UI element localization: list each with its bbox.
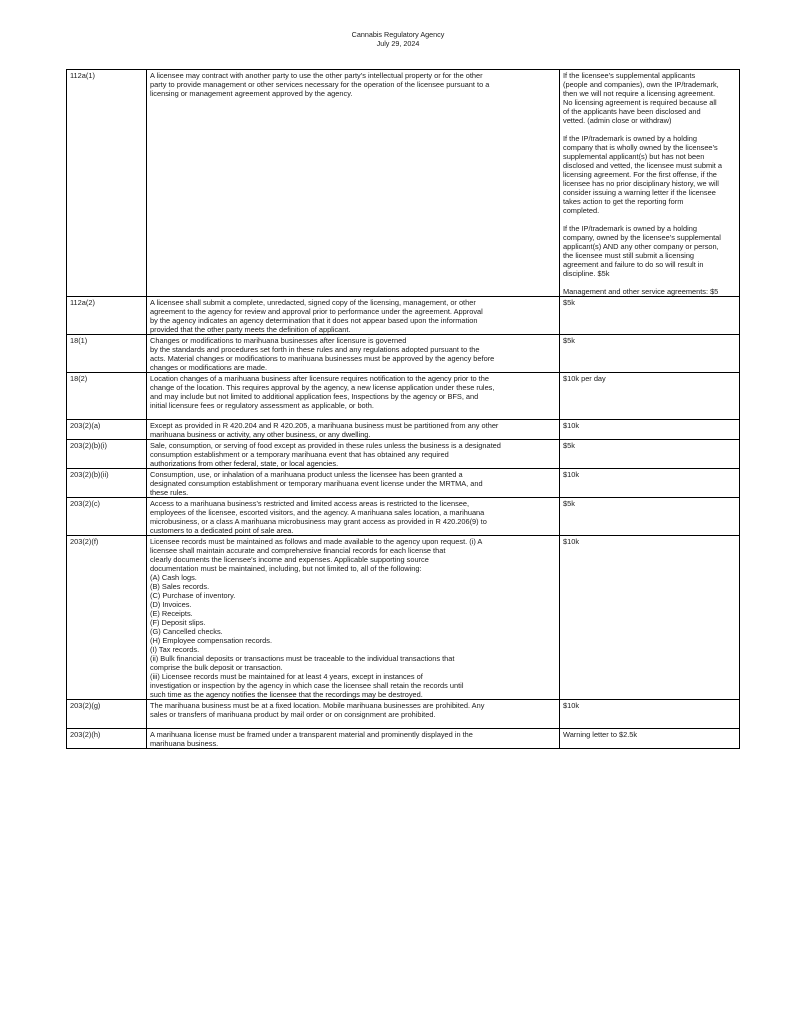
table-row (67, 70, 740, 297)
penalty-text-line: takes action to get the reporting form (563, 197, 684, 206)
agency-name: Cannabis Regulatory Agency (351, 30, 445, 39)
rule-number-cell (67, 335, 147, 373)
penalty-text-line (563, 215, 737, 224)
rule-text-cell (147, 700, 560, 729)
penalty-cell (560, 420, 740, 440)
rule-text-cell (147, 335, 560, 373)
rule-text-line: sales or transfers of marihuana product by mail order or on consignment are prohibited. (150, 710, 436, 719)
rule-number-cell (67, 70, 147, 297)
penalty-text-line: consider issuing a warning letter if the licensee (563, 188, 716, 197)
rule-number-cell (67, 536, 147, 700)
penalty-cell (560, 498, 740, 536)
rule-text-cell (147, 440, 560, 469)
rule-text-line: these rules. (150, 488, 189, 497)
penalty-text-line: No licensing agreement is required because all (563, 98, 717, 107)
penalty-cell (560, 536, 740, 700)
penalty-text-line: supplemental applicant(s) but has not been (563, 152, 705, 161)
rule-text-cell (147, 420, 560, 440)
penalty-cell (560, 469, 740, 498)
rule-number: 203(2)(f) (70, 537, 99, 546)
rule-text-line: A licensee shall submit a complete, unredacted, signed copy of the licensing, management, or other (150, 298, 476, 307)
rule-number: 203(2)(g) (70, 701, 101, 710)
rule-text-line: clearly documents the licensee’s income and expenses. Applicable supporting source (150, 555, 429, 564)
rule-text-line: A licensee may contract with another party to use the other party’s intellectual property or for the other (150, 71, 483, 80)
rule-text-line: acts. Material changes or modifications to marihuana businesses must be approved by the agency before (150, 354, 495, 363)
penalty-text-line: $10k (563, 537, 580, 546)
penalty-text-line: (people and companies), own the IP/trademark, (563, 80, 719, 89)
penalty-text-line: then we will not require a licensing agreement. (563, 89, 716, 98)
rule-text-line: changes or modifications are made. (150, 363, 268, 372)
rule-text-cell (147, 373, 560, 420)
rule-text-line: (C) Purchase of inventory. (150, 591, 236, 600)
rule-number: 112a(2) (70, 298, 95, 307)
penalty-text-line: $10k (563, 421, 580, 430)
rule-text-cell (147, 70, 560, 297)
penalty-cell (560, 440, 740, 469)
penalty-text-line: $5k (563, 298, 575, 307)
rule-text-line: (G) Cancelled checks. (150, 627, 223, 636)
rule-text-line: (B) Sales records. (150, 582, 210, 591)
rule-text-line: Access to a marihuana business’s restricted and limited access areas is restricted to the licensee, (150, 499, 470, 508)
rule-number-cell (67, 700, 147, 729)
rule-text-line (150, 410, 557, 419)
rule-text-line: party to provide management or other services necessary for the operation of the licensee pursuant to a (150, 80, 490, 89)
rule-number: 203(2)(a) (70, 421, 101, 430)
penalty-cell (560, 70, 740, 297)
rule-text-cell (147, 469, 560, 498)
penalty-text-line: discipline. $5k (563, 269, 610, 278)
rule-text-line: designated consumption establishment or temporary marihuana event license under the MRTMA, and (150, 479, 483, 488)
rule-text-line: (F) Deposit slips. (150, 618, 206, 627)
regulation-table-body (67, 70, 740, 749)
penalty-text-line: $5k (563, 441, 575, 450)
penalty-text-line: company, owned by the licensee’s supplemental (563, 233, 721, 242)
rule-text-line: agreement to the agency for review and approval prior to performance under the agreement. Approval (150, 307, 483, 316)
rule-text-line: by the standards and procedures set forth in these rules and any regulations adopted pursuant to the (150, 345, 480, 354)
rule-text-line: employees of the licensee, escorted visitors, and the agency. A marihuana sales location, a marihuana (150, 508, 485, 517)
rule-number: 18(2) (70, 374, 88, 383)
penalty-cell (560, 700, 740, 729)
rule-text-line: The marihuana business must be at a fixed location. Mobile marihuana businesses are prohibited. Any (150, 701, 485, 710)
regulation-table (66, 69, 740, 749)
penalty-text-line: agreement and failure to do so will result in (563, 260, 704, 269)
rule-text-line: microbusiness, or a class A marihuana microbusiness may grant access as provided in R 420.206(9) to (150, 517, 487, 526)
rule-text-line: Consumption, use, or inhalation of a marihuana product unless the licensee has been granted a (150, 470, 463, 479)
penalty-text-line: licensing agreement. For the first offense, if the (563, 170, 717, 179)
rule-text-line: (D) Invoices. (150, 600, 192, 609)
rule-number: 18(1) (70, 336, 88, 345)
penalty-text-line: $10k (563, 701, 580, 710)
rule-text-line: investigation or inspection by the agency in which case the licensee shall retain the records until (150, 681, 464, 690)
rule-text-line: Location changes of a marihuana business after licensure requires notification to the agency prior to the (150, 374, 489, 383)
penalty-text-line: $5k (563, 336, 575, 345)
rule-text-line: Licensee records must be maintained as follows and made available to the agency upon request. (i) A (150, 537, 483, 546)
rule-number: 112a(1) (70, 71, 95, 80)
rule-text-line: comprise the bulk deposit or transaction. (150, 663, 283, 672)
rule-number-cell (67, 420, 147, 440)
penalty-cell (560, 729, 740, 749)
rule-text-line: (ii) Bulk financial deposits or transactions must be traceable to the individual transactions that (150, 654, 455, 663)
table-row (67, 536, 740, 700)
table-row (67, 729, 740, 749)
table-row (67, 440, 740, 469)
rule-text-line: (E) Receipts. (150, 609, 193, 618)
penalty-text-line: $10k per day (563, 374, 606, 383)
penalty-text-line: vetted. (admin close or withdraw) (563, 116, 672, 125)
penalty-text-line: Management and other service agreements: $5 (563, 287, 719, 296)
table-row (67, 700, 740, 729)
table-row (67, 335, 740, 373)
rule-text-line: authorizations from other federal, state, or local agencies. (150, 459, 339, 468)
penalty-text-line: the licensee must still submit a licensing (563, 251, 695, 260)
penalty-cell (560, 297, 740, 335)
penalty-text-line: If the IP/trademark is owned by a holding (563, 224, 697, 233)
penalty-text-line: $10k (563, 470, 580, 479)
rule-number-cell (67, 729, 147, 749)
rule-text-line: marihuana business or activity, any other business, or any dwelling. (150, 430, 371, 439)
rule-text-line: marihuana business. (150, 739, 219, 748)
rule-text-line (150, 719, 557, 728)
rule-text-line: and may include but not limited to additional application fees, Inspections by the agency or BFS, and (150, 392, 479, 401)
rule-number-cell (67, 440, 147, 469)
table-row (67, 469, 740, 498)
rule-number: 203(2)(b)(ii) (70, 470, 109, 479)
rule-text-line: consumption establishment or a temporary marihuana event that has obtained any required (150, 450, 449, 459)
penalty-text-line: licensee has no prior disciplinary history, we will (563, 179, 719, 188)
penalty-text-line (563, 278, 737, 287)
rule-text-line: customers to a dedicated point of sale area. (150, 526, 294, 535)
penalty-text-line: If the IP/trademark is owned by a holding (563, 134, 697, 143)
table-row (67, 373, 740, 420)
rule-text-line: licensing or management agreement approved by the agency. (150, 89, 353, 98)
penalty-text-line: Warning letter to $2.5k (563, 730, 638, 739)
penalty-text-line: company that is wholly owned by the licensee’s (563, 143, 718, 152)
rule-text-line: initial licensure fees or regulatory assessment as applicable, or both. (150, 401, 374, 410)
document-date: July 29, 2024 (376, 39, 420, 48)
rule-text-line: provided that the other party meets the definition of applicant. (150, 325, 351, 334)
rule-text-cell (147, 297, 560, 335)
table-row (67, 297, 740, 335)
rule-text-line: A marihuana license must be framed under a transparent material and prominently displayed in the (150, 730, 473, 739)
penalty-text-line: $5k (563, 499, 575, 508)
rule-number: 203(2)(c) (70, 499, 100, 508)
rule-text-line: licensee shall maintain accurate and comprehensive financial records for each license that (150, 546, 446, 555)
rule-text-cell (147, 729, 560, 749)
penalty-text-line: applicant(s) AND any other company or person, (563, 242, 719, 251)
penalty-text-line: If the licensee’s supplemental applicants (563, 71, 696, 80)
penalty-text-line: of the applicants have been disclosed and (563, 107, 701, 116)
rule-number: 203(2)(b)(i) (70, 441, 107, 450)
table-row (67, 420, 740, 440)
rule-number-cell (67, 373, 147, 420)
penalty-text-line (563, 125, 737, 134)
rule-text-cell (147, 536, 560, 700)
rule-text-line: (H) Employee compensation records. (150, 636, 272, 645)
rule-number: 203(2)(h) (70, 730, 101, 739)
rule-text-line: Changes or modifications to marihuana businesses after licensure is governed (150, 336, 407, 345)
rule-number-cell (67, 297, 147, 335)
rule-text-line: Except as provided in R 420.204 and R 420.205, a marihuana business must be partitioned from any other (150, 421, 499, 430)
penalty-text-line: completed. (563, 206, 600, 215)
rule-text-cell (147, 498, 560, 536)
rule-number-cell (67, 469, 147, 498)
table-row (67, 498, 740, 536)
rule-text-line: Sale, consumption, or serving of food except as provided in these rules unless the business is a designated (150, 441, 501, 450)
rule-text-line: change of the location. This requires approval by the agency, a new license application under these rules, (150, 383, 495, 392)
rule-text-line: (A) Cash logs. (150, 573, 197, 582)
penalty-cell (560, 335, 740, 373)
rule-text-line: (I) Tax records. (150, 645, 200, 654)
rule-number-cell (67, 498, 147, 536)
rule-text-line: such time as the agency notifies the licensee that the recordings may be destroyed. (150, 690, 423, 699)
rule-text-line: documentation must be maintained, including, but not limited to, all of the following: (150, 564, 422, 573)
rule-text-line: by the agency indicates an agency determination that it does not appear based upon the information (150, 316, 478, 325)
page-header (0, 30, 796, 48)
penalty-text-line: disclosed and vetted, the licensee must submit a (563, 161, 722, 170)
penalty-cell (560, 373, 740, 420)
rule-text-line: (iii) Licensee records must be maintained for at least 4 years, except in instances of (150, 672, 423, 681)
